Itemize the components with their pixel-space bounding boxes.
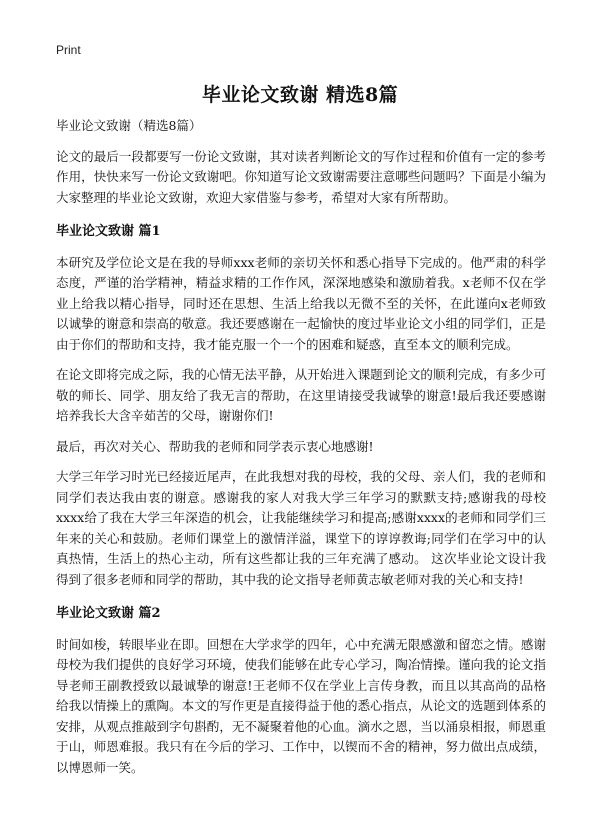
section-paragraph: 在论文即将完成之际，我的心情无法平静，从开始进入课题到论文的顺利完成，有多少可敬的师长、同学、朋友给了我无言的帮助，在这里请接受我诚挚的谢意!最后我还要感谢培养我长大含辛茹苦的父母，谢谢你们! — [56, 367, 546, 423]
page-title: 毕业论文致谢 精选8篇 — [201, 84, 399, 106]
section-paragraph: 时间如梭，转眼毕业在即。回想在大学求学的四年，心中充满无限感激和留恋之情。感谢母校为我们提供的良好学习环境，使我们能够在此专心学习，陶冶情操。谨向我的论文指导老师王副教授致以最诚挚的谢意!王老师不仅在学业上言传身教，而且以其高尚的品格给我以情操上的熏陶。本文的写作更是直接得益于他的悉心指点，从论文的选题到体系的安排，从观点推敲到字句斟酌，无不凝聚着他的心血。滴水之恩，当以涌泉相报，师恩重于山，师恩难报。我只有在今后的学习、工作中，以锲而不舍的精神，努力做出点成绩，以博恩师一笑。 — [56, 636, 546, 775]
section-heading: 毕业论文致谢 篇1 — [56, 224, 161, 239]
document-subtitle: 毕业论文致谢（精选8篇） — [56, 118, 202, 133]
section-heading: 毕业论文致谢 篇2 — [56, 606, 161, 621]
intro-paragraph: 论文的最后一段都要写一份论文致谢，其对读者判断论文的写作过程和价值有一定的参考作用，快快来写一份论文致谢吧。你知道写论文致谢需要注意哪些问题吗？下面是小编为大家整理的毕业论文致谢，欢迎大家借鉴与参考，希望对大家有所帮助。 — [56, 148, 546, 205]
section-paragraph: 大学三年学习时光已经接近尾声，在此我想对我的母校，我的父母、亲人们，我的老师和同学们表达我由衷的谢意。感谢我的家人对我大学三年学习的默默支持;感谢我的母校xxxx给了我在大学三年深造的机会，让我能继续学习和提高;感谢xxxx的老师和同学们三年来的关心和鼓励。老师们课堂上的激情洋溢，课堂下的谆谆教诲;同学们在学习中的认真热情，生活上的热心主动，所有这些都让我的三年充满了感动。 这次毕业论文设计我得到了很多老师和同学的帮助，其中我的论文指导老师黄志敏老师对我的关心和支持! — [56, 469, 546, 587]
section-paragraph: 本研究及学位论文是在我的导师xxx老师的亲切关怀和悉心指导下完成的。他严肃的科学态度，严谨的治学精神，精益求精的工作作风，深深地感染和激励着我。x老师不仅在学业上给我以精心指导，同时还在思想、生活上给我以无微不至的关怀，在此谨向x老师致以诚挚的谢意和崇高的敬意。我还要感谢在一起愉快的度过毕业论文小组的同学们，正是由于你们的帮助和支持，我才能克服一个一个的困难和疑惑，直至本文的顺利完成。 — [56, 254, 546, 352]
article-body — [56, 116, 546, 788]
print-label[interactable]: Print — [56, 43, 81, 57]
section-paragraph: 最后，再次对关心、帮助我的老师和同学表示衷心地感谢! — [56, 438, 374, 454]
